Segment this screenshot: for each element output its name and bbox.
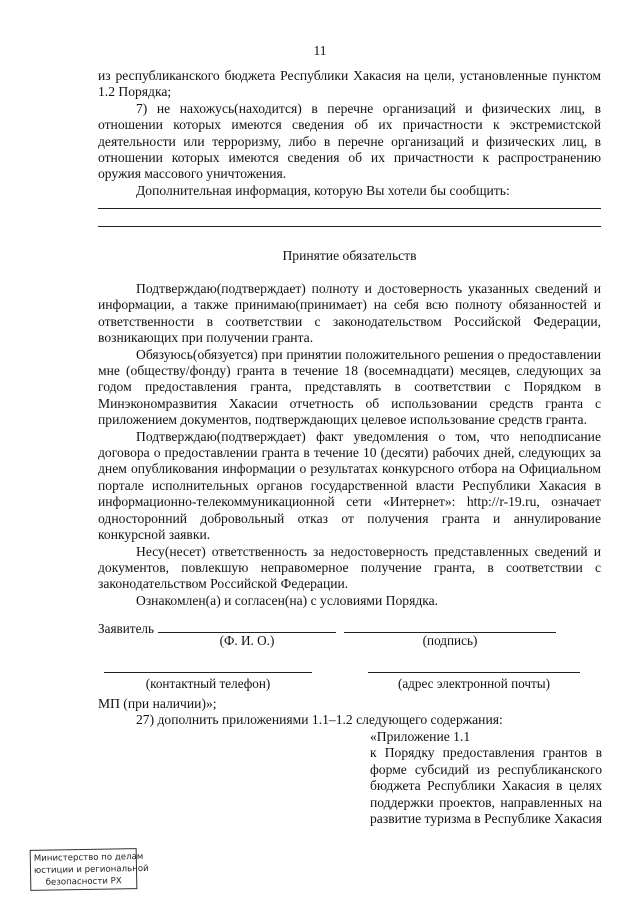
phone-line <box>104 672 312 673</box>
paragraph-reporting-obligation: Обязуюсь(обязуется) при принятии положительного решения о предоставлении мне (обществу/фонду) гранта в течение 18 (восемнадцати) месяцев, следующих за годом предоставления гранта, представлять в соответствии с Порядком в Минэкономразвития Хакасии отчетность об использовании средств гранта с приложением документов, подтверждающих целевое использование средств гранта. <box>98 346 601 428</box>
mp-note: МП (при наличии)»; <box>98 696 217 711</box>
email-line <box>368 672 580 673</box>
ministry-stamp <box>30 848 149 891</box>
applicant-label: Заявитель <box>98 621 155 636</box>
section-heading: Принятие обязательств <box>282 248 417 263</box>
email-caption: (адрес электронной почты) <box>397 676 551 691</box>
paragraph-item-7: 7) не нахожусь(находится) в перечне организаций и физических лиц, в отношении которых имеются сведения об их причастности к экстремистской деятельности или терроризму, либо в перечне организаций и физических лиц, в отношении которых имеются сведения об их причастности к распространению оружия массового уничтожения. <box>98 100 601 182</box>
signature-caption: (подпись) <box>422 633 478 648</box>
item-27: 27) дополнить приложениями 1.1–1.2 следующего содержания: <box>136 712 503 727</box>
stamp-line-2: юстиции и региональной <box>33 863 149 876</box>
fio-caption: (Ф. И. О.) <box>219 633 275 648</box>
paragraph-acknowledged: Ознакомлен(а) и согласен(на) с условиями Порядка. <box>136 592 439 608</box>
paragraph-responsibility: Несу(несет) ответственность за недостоверность представленных сведений и документов, повлекшую неправомерное получение гранта, в соответствии с законодательством Российской Федерации. <box>98 543 601 592</box>
annex-title: «Приложение 1.1 <box>370 729 471 744</box>
additional-info-line-2 <box>98 226 601 227</box>
annex-block <box>370 729 602 827</box>
page-number: 11 <box>313 43 327 58</box>
paragraph-budget-purpose: из республиканского бюджета Республики Хакасия на цели, установленные пунктом 1.2 Порядка; <box>98 68 601 100</box>
additional-info-line-1 <box>98 208 601 209</box>
paragraph-additional-info: Дополнительная информация, которую Вы хотели бы сообщить: <box>136 182 510 198</box>
annex-body: к Порядку предоставления грантов в форме субсидий из республиканского бюджета Республики Хакасия в целях поддержки проектов, направленных на развитие туризма в Республике Хакасия <box>370 745 602 827</box>
phone-caption: (контактный телефон) <box>145 676 271 691</box>
paragraph-notification: Подтверждаю(подтверждает) факт уведомления о том, что неподписание договора о предоставлении гранта в течение 10 (десяти) рабочих дней, следующих за днем опубликования информации о результатах конкурсного отбора на Официальном портале исполнительных органов государственной власти Республики Хакасия в информационно-телекоммуникационной сети «Интернет»: http://r-19.ru, означает односторонний добровольный отказ от получения гранта и аннулирование конкурсной заявки. <box>98 428 601 543</box>
paragraph-confirm-completeness: Подтверждаю(подтверждает) полноту и достоверность указанных сведений и информации, а также принимаю(принимает) на себя всю полноту обязанностей и ответственности в соответствии с законодательством Российской Федерации, возникающих при получении гранта. <box>98 281 601 346</box>
body-obligations <box>98 281 601 609</box>
body-top <box>98 68 601 199</box>
stamp-line-1: Министерство по делам <box>33 851 144 864</box>
stamp-line-3: безопасности РХ <box>45 876 122 888</box>
